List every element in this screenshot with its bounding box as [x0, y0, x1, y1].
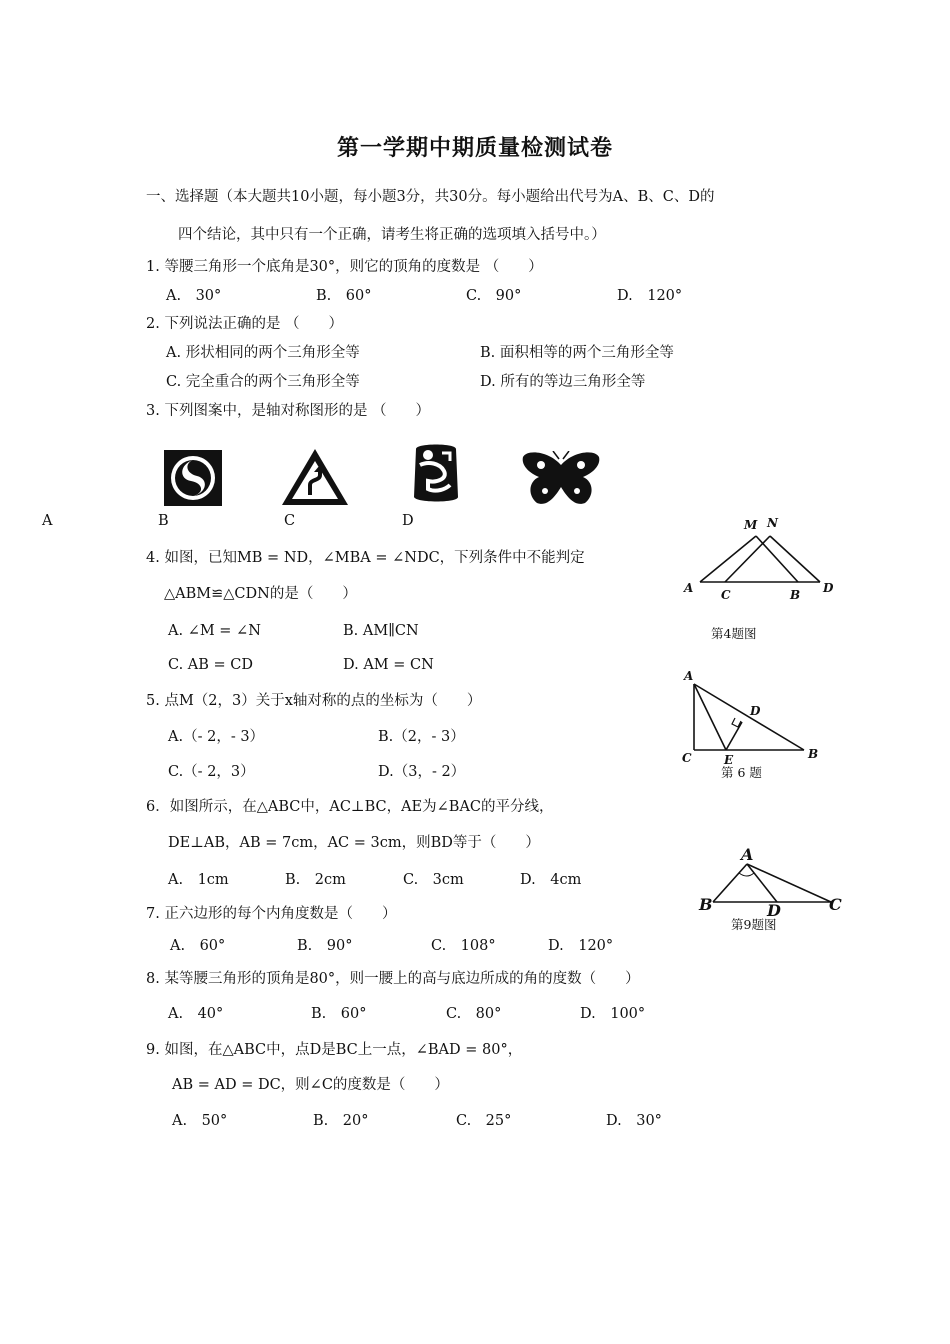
q8-stem: 8. 某等腰三角形的顶角是80°，则一腰上的高与底边所成的角的度数（ ） — [146, 971, 640, 987]
q3-label-b: B — [158, 513, 169, 529]
q6-option-b: B. 2cm — [285, 872, 346, 888]
q9-option-b: B. 20° — [313, 1113, 369, 1129]
q6-stem-line2: DE⊥AB，AB = 7cm，AC = 3cm，则BD等于（ ） — [168, 835, 540, 851]
q4-point-d: D — [823, 581, 834, 595]
section-heading-line1: 一、选择题（本大题共10小题，每小题3分，共30分。每小题给出代号为A、B、C、D的 — [146, 189, 715, 205]
q6-option-a: A. 1cm — [168, 872, 229, 888]
q3-label-c: C — [284, 513, 296, 529]
q8-option-d: D. 100° — [580, 1006, 646, 1022]
section-heading-line2: 四个结论，其中只有一个正确，请考生将正确的选项填入括号中。） — [178, 227, 606, 243]
q9-figure — [697, 844, 847, 916]
q5-option-d: D.（3，- 2） — [378, 764, 466, 780]
q4-figure-caption: 第4题图 — [711, 626, 757, 641]
q8-option-a: A. 40° — [168, 1006, 224, 1022]
q9-option-c: C. 25° — [456, 1113, 512, 1129]
q9-point-c: C — [829, 895, 842, 914]
q3-label-a: A — [42, 513, 53, 529]
q4-stem-line1: 4. 如图，已知MB = ND，∠MBA = ∠NDC，下列条件中不能判定 — [146, 550, 585, 566]
q7-option-a: A. 60° — [170, 938, 226, 954]
q2-option-b: B. 面积相等的两个三角形全等 — [480, 345, 674, 361]
q6-point-e: E — [724, 753, 734, 767]
q1-option-d: D. 120° — [617, 288, 683, 304]
q4-point-c: C — [721, 588, 731, 602]
q3-figure-d-icon — [519, 451, 603, 509]
q9-option-d: D. 30° — [606, 1113, 662, 1129]
q4-option-d: D. AM = CN — [343, 657, 434, 673]
q6-figure-caption: 第 6 题 — [721, 765, 762, 780]
q7-option-d: D. 120° — [548, 938, 614, 954]
q1-option-c: C. 90° — [466, 288, 522, 304]
q2-stem: 2. 下列说法正确的是 （ ） — [146, 316, 344, 332]
q8-option-c: C. 80° — [446, 1006, 502, 1022]
q6-point-a: A — [684, 669, 694, 683]
q7-option-b: B. 90° — [297, 938, 353, 954]
q4-option-a: A. ∠M = ∠N — [168, 623, 261, 639]
q4-figure — [680, 512, 840, 602]
q5-option-b: B.（2，- 3） — [378, 729, 465, 745]
q4-stem-line2: △ABM≌△CDN的是（ ） — [164, 586, 357, 602]
q4-point-b: B — [790, 588, 801, 602]
q9-option-a: A. 50° — [172, 1113, 228, 1129]
q2-option-d: D. 所有的等边三角形全等 — [480, 374, 646, 390]
q9-figure-caption: 第9题图 — [731, 917, 777, 932]
q4-option-c: C. AB = CD — [168, 657, 254, 673]
q9-stem-line1: 9. 如图，在△ABC中，点D是BC上一点，∠BAD = 80°， — [146, 1042, 523, 1058]
q4-point-m: M — [744, 518, 758, 532]
q9-point-d: D — [767, 901, 781, 916]
q4-point-a: A — [684, 581, 694, 595]
q3-figure-c-icon — [410, 441, 462, 505]
q4-point-n: N — [767, 516, 778, 530]
q8-option-b: B. 60° — [311, 1006, 367, 1022]
q6-point-d: D — [750, 704, 761, 718]
page-title: 第一学期中期质量检测试卷 — [336, 135, 613, 161]
q9-stem-line2: AB = AD = DC，则∠C的度数是（ ） — [172, 1077, 449, 1093]
q4-option-b: B. AM∥CN — [343, 623, 419, 639]
q6-option-c: C. 3cm — [403, 872, 464, 888]
q6-figure — [680, 668, 820, 768]
q1-stem: 1. 等腰三角形一个底角是30°，则它的顶角的度数是 （ ） — [146, 259, 543, 275]
q1-option-b: B. 60° — [316, 288, 372, 304]
q3-figure-b-icon — [280, 447, 350, 507]
q9-point-b: B — [699, 895, 713, 914]
q3-figure-a-icon — [163, 449, 223, 507]
q6-stem-line1: 6．如图所示，在△ABC中，AC⊥BC，AE为∠BAC的平分线， — [146, 799, 554, 815]
q9-point-a: A — [741, 845, 754, 864]
q5-option-c: C.（- 2，3） — [168, 764, 255, 780]
q1-option-a: A. 30° — [166, 288, 222, 304]
q7-option-c: C. 108° — [431, 938, 496, 954]
q6-point-b: B — [808, 747, 819, 761]
q2-option-a: A. 形状相同的两个三角形全等 — [166, 345, 360, 361]
q3-stem: 3. 下列图案中，是轴对称图形的是 （ ） — [146, 403, 431, 419]
q6-option-d: D. 4cm — [520, 872, 582, 888]
q3-label-d: D — [402, 513, 414, 529]
q6-point-c: C — [682, 751, 692, 765]
q2-option-c: C. 完全重合的两个三角形全等 — [166, 374, 360, 390]
q7-stem: 7. 正六边形的每个内角度数是（ ） — [146, 906, 397, 922]
q5-option-a: A.（- 2，- 3） — [168, 729, 265, 745]
q5-stem: 5. 点M（2，3）关于x轴对称的点的坐标为（ ） — [146, 693, 482, 709]
